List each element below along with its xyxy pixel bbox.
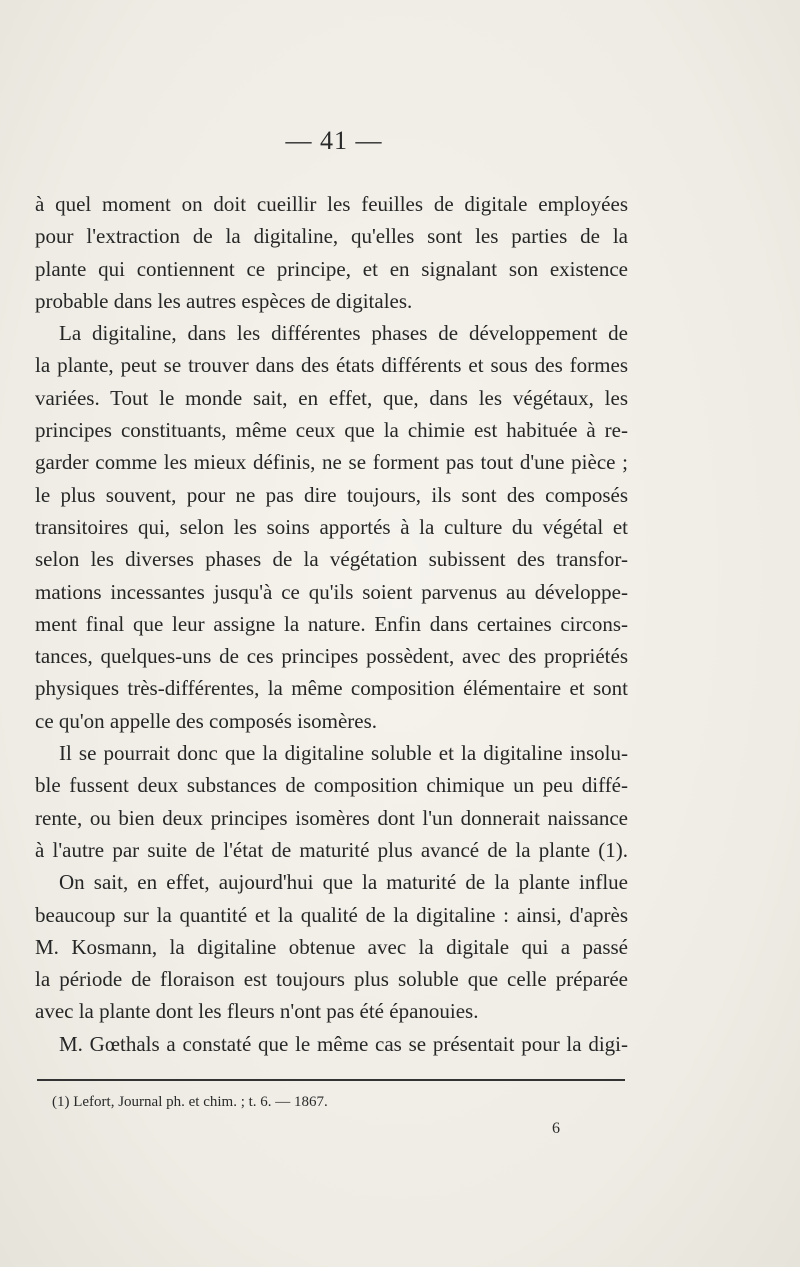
text-line: avec la plante dont les fleurs n'ont pas été épanouies. bbox=[35, 999, 479, 1024]
paragraph bbox=[35, 866, 628, 1027]
paragraph bbox=[35, 188, 628, 317]
text-line: On sait, en effet, aujourd'hui que la maturité de la plante influe bbox=[59, 870, 628, 895]
text-line: M. Kosmann, la digitaline obtenue avec la digitale qui a passé bbox=[35, 934, 628, 959]
text-line: ce qu'on appelle des composés isomères. bbox=[35, 708, 378, 733]
text-line: beaucoup sur la quantité et la qualité de la digitaline : ainsi, d'après bbox=[35, 902, 628, 927]
footnote: (1) Lefort, Journal ph. et chim. ; t. 6. — 1867. bbox=[52, 1094, 328, 1110]
page-number: — 41 — bbox=[285, 126, 383, 155]
text-line: variées. Tout le monde sait, en effet, que, dans les végétaux, les bbox=[35, 385, 628, 410]
text-line: rente, ou bien deux principes isomères dont l'un donnerait naissance bbox=[35, 805, 628, 830]
text-line: la plante, peut se trouver dans des états différents et sous des formes bbox=[35, 353, 628, 378]
text-line: à l'autre par suite de l'état de maturité plus avancé de la plante (1). bbox=[35, 837, 628, 862]
text-line: à quel moment on doit cueillir les feuilles de digitale employées bbox=[35, 192, 628, 216]
paragraph bbox=[35, 317, 628, 737]
text-line: le plus souvent, pour ne pas dire toujours, ils sont des composés bbox=[35, 482, 628, 507]
text-line: tances, quelques-uns de ces principes possèdent, avec des propriétés bbox=[35, 644, 628, 669]
text-line: ment final que leur assigne la nature. Enfin dans certaines circons- bbox=[35, 611, 628, 636]
text-line: principes constituants, même ceux que la chimie est habituée à re- bbox=[35, 418, 628, 443]
footnote-rule bbox=[37, 1079, 625, 1081]
text-line: la période de floraison est toujours plus soluble que celle préparée bbox=[35, 967, 628, 992]
text-line: plante qui contiennent ce principe, et en signalant son existence bbox=[35, 256, 628, 281]
text-line: transitoires qui, selon les soins apportés à la culture du végétal et bbox=[35, 514, 628, 539]
text-line: probable dans les autres espèces de digitales. bbox=[35, 288, 413, 313]
text-line: pour l'extraction de la digitaline, qu'elles sont les parties de la bbox=[35, 224, 628, 249]
body-text bbox=[35, 188, 628, 1060]
text-line: M. Gœthals a constaté que le même cas se présentait pour la digi- bbox=[59, 1031, 628, 1056]
text-line: mations incessantes jusqu'à ce qu'ils soient parvenus au développe- bbox=[35, 579, 628, 604]
text-line: La digitaline, dans les différentes phases de développement de bbox=[59, 321, 628, 346]
signature-mark: 6 bbox=[552, 1120, 560, 1137]
paragraph bbox=[35, 737, 628, 866]
text-line: Il se pourrait donc que la digitaline soluble et la digitaline insolu- bbox=[59, 741, 628, 766]
paragraph bbox=[35, 1028, 628, 1060]
text-line: physiques très-différentes, la même composition élémentaire et sont bbox=[35, 676, 628, 701]
text-line: ble fussent deux substances de composition chimique un peu diffé- bbox=[35, 773, 628, 798]
text-line: garder comme les mieux définis, ne se forment pas tout d'une pièce ; bbox=[35, 450, 628, 475]
text-line: selon les diverses phases de la végétation subissent des transfor- bbox=[35, 547, 628, 572]
